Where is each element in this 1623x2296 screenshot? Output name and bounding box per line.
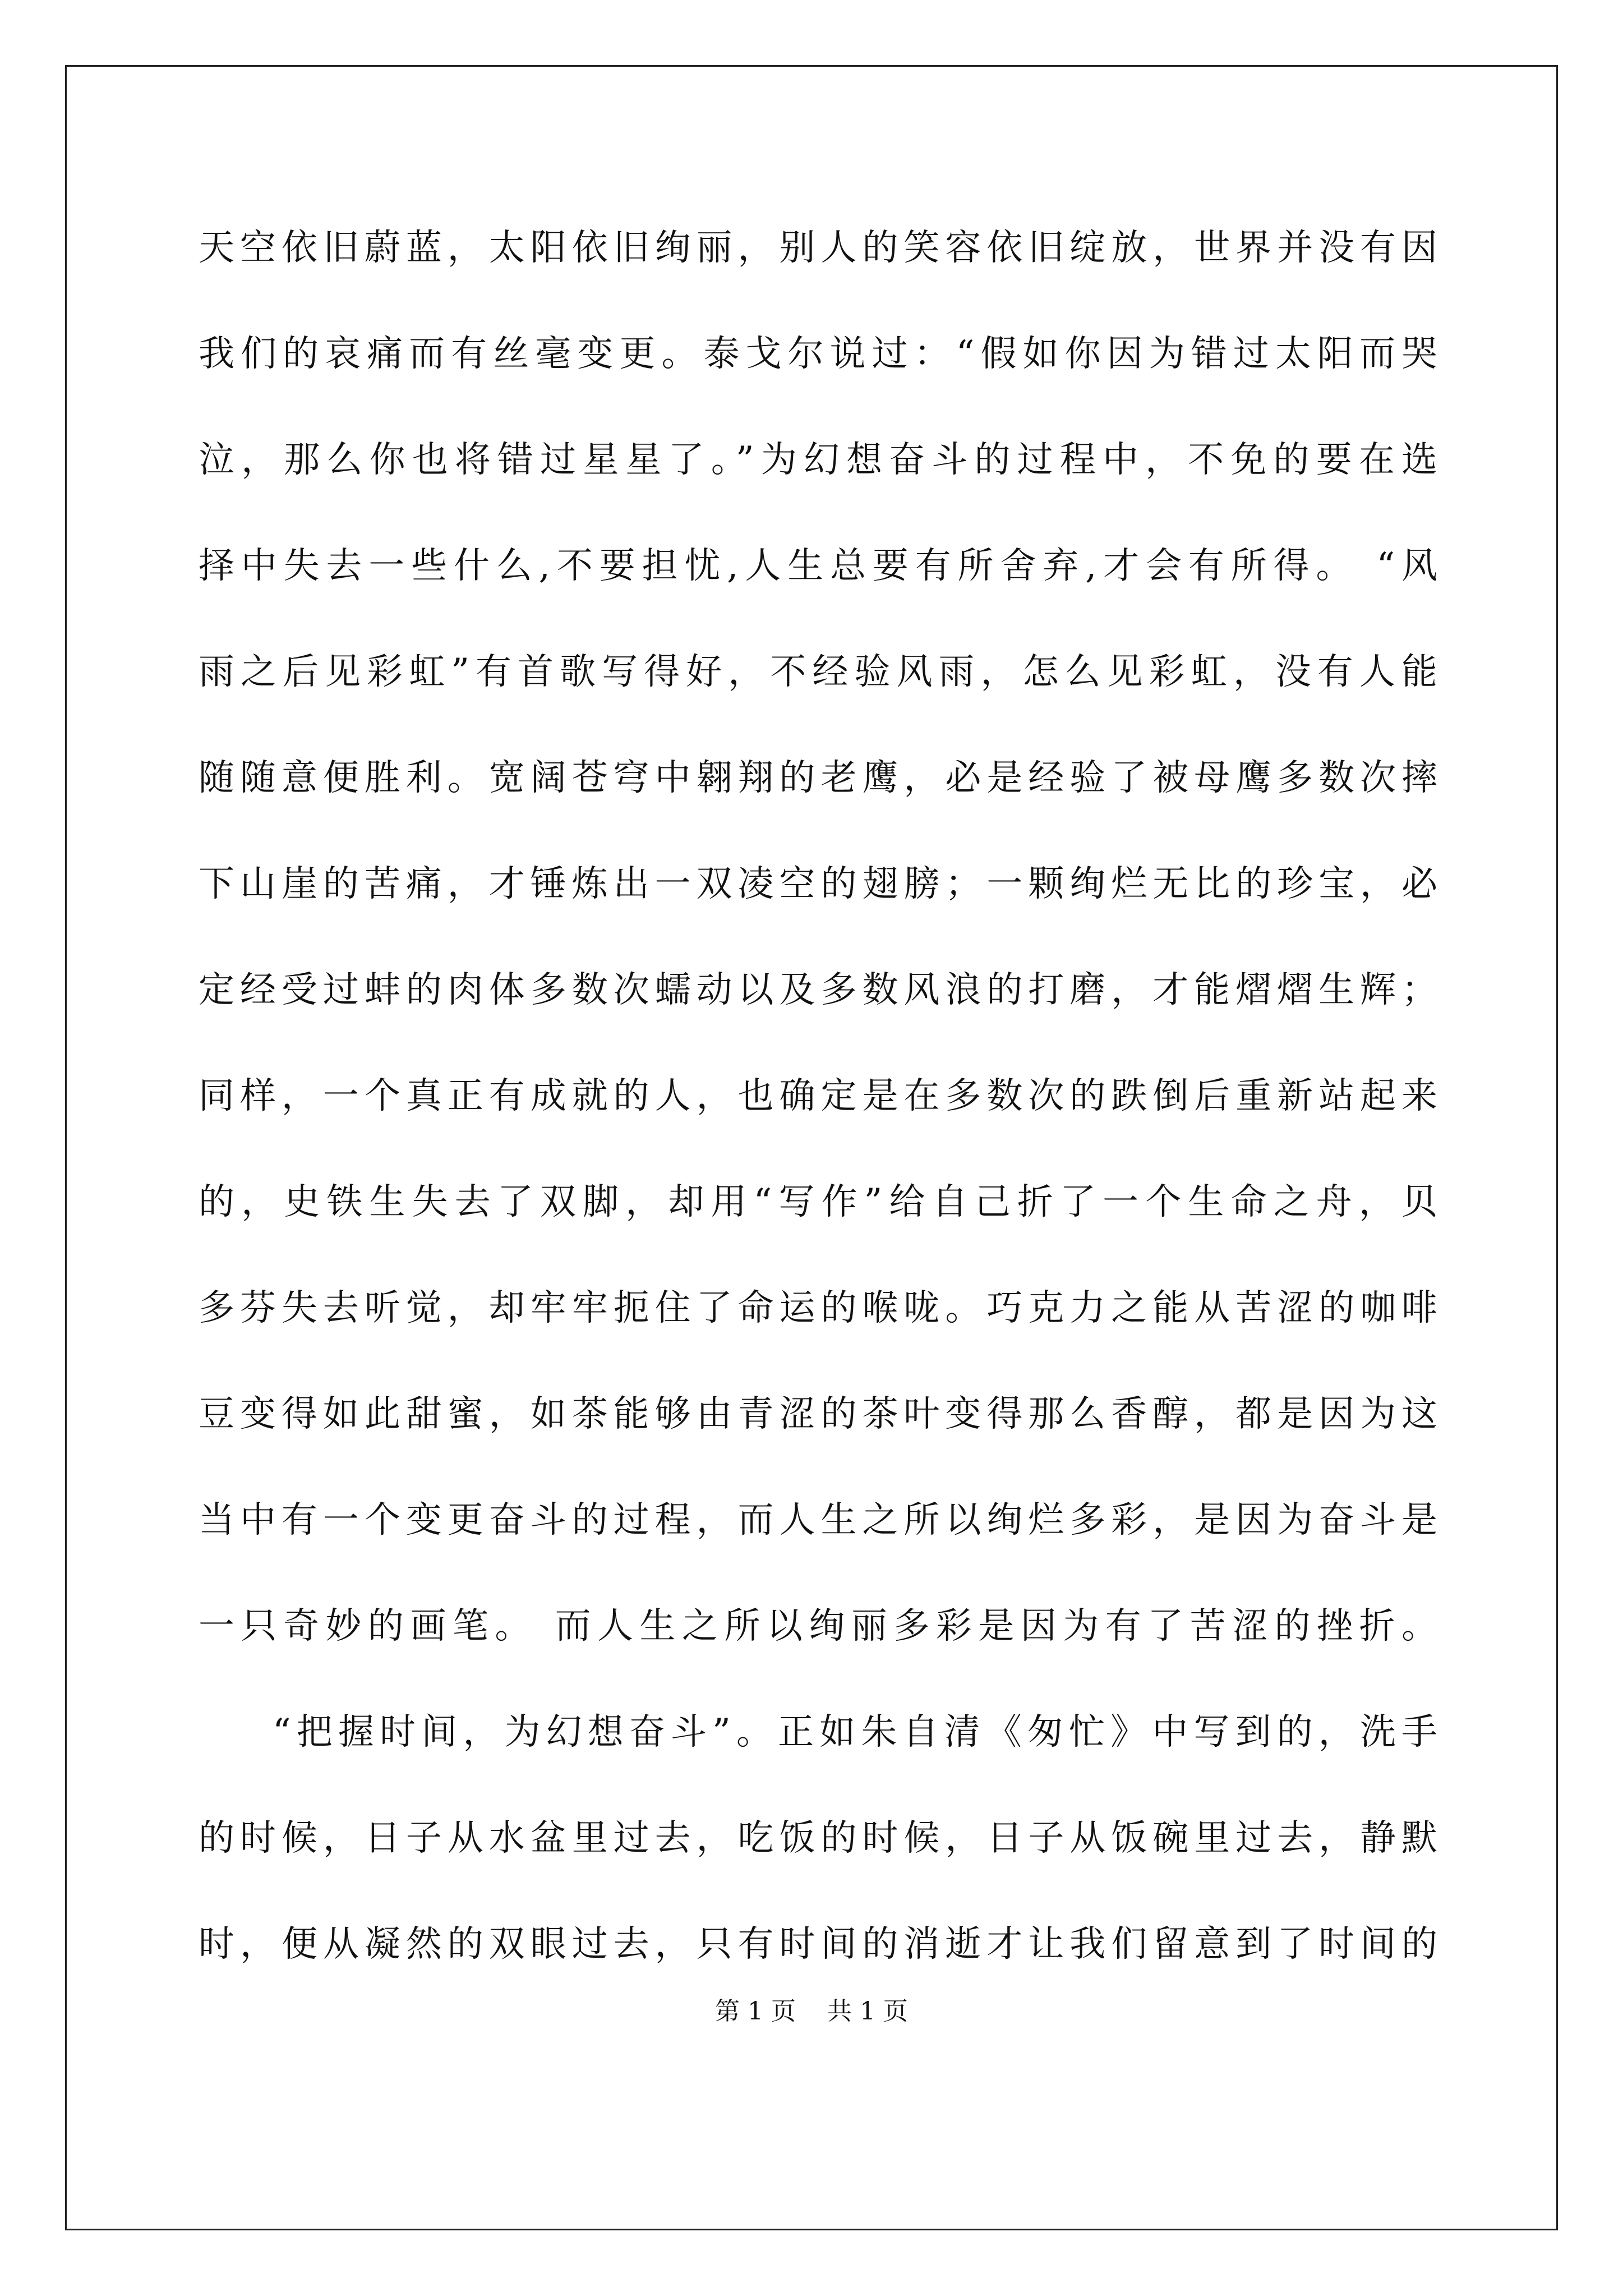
text-line: 雨之后见彩虹”有首歌写得好，不经验风雨，怎么见彩虹，没有人能 xyxy=(199,651,1438,693)
text-line: 的，史铁生失去了双脚，却用“写作”给自己折了一个生命之舟，贝 xyxy=(199,1181,1438,1223)
document-body xyxy=(199,209,1438,2011)
text-line: 泣，那么你也将错过星星了。”为幻想奋斗的过程中，不免的要在选 xyxy=(199,439,1438,481)
text-line: 当中有一个变更奋斗的过程，而人生之所以绚烂多彩，是因为奋斗是 xyxy=(199,1499,1438,1541)
text-line: 多芬失去听觉，却牢牢扼住了命运的喉咙。巧克力之能从苦涩的咖啡 xyxy=(199,1287,1438,1329)
text-line: 天空依旧蔚蓝，太阳依旧绚丽，别人的笑容依旧绽放，世界并没有因 xyxy=(199,227,1438,269)
text-line: 的时候，日子从水盆里过去，吃饭的时候，日子从饭碗里过去，静默 xyxy=(199,1818,1438,1859)
text-line: 豆变得如此甜蜜，如茶能够由青涩的茶叶变得那么香醇，都是因为这 xyxy=(199,1393,1438,1435)
text-line: 时，便从凝然的双眼过去，只有时间的消逝才让我们留意到了时间的 xyxy=(199,1924,1438,1965)
text-line: 定经受过蚌的肉体多数次蠕动以及多数风浪的打磨，才能熠熠生辉； xyxy=(199,969,1438,1011)
text-line: 一只奇妙的画笔。 而人生之所以绚丽多彩是因为有了苦涩的挫折。 xyxy=(199,1605,1438,1647)
page-number-footer: 第 1 页 共 1 页 xyxy=(715,1997,908,2026)
text-line: 随随意便胜利。宽阔苍穹中翱翔的老鹰，必是经验了被母鹰多数次摔 xyxy=(199,757,1438,799)
text-line: 下山崖的苦痛，才锤炼出一双凌空的翅膀；一颗绚烂无比的珍宝，必 xyxy=(199,863,1438,905)
text-line: 我们的哀痛而有丝毫变更。泰戈尔说过：“假如你因为错过太阳而哭 xyxy=(199,333,1438,375)
text-line: 择中失去一些什么,不要担忧,人生总要有所舍弃,才会有所得。 “风 xyxy=(199,545,1438,587)
text-line: 同样，一个真正有成就的人，也确定是在多数次的跌倒后重新站起来 xyxy=(199,1075,1438,1117)
text-line: “把握时间，为幻想奋斗”。正如朱自清《匆忙》中写到的，洗手 xyxy=(273,1711,1438,1753)
